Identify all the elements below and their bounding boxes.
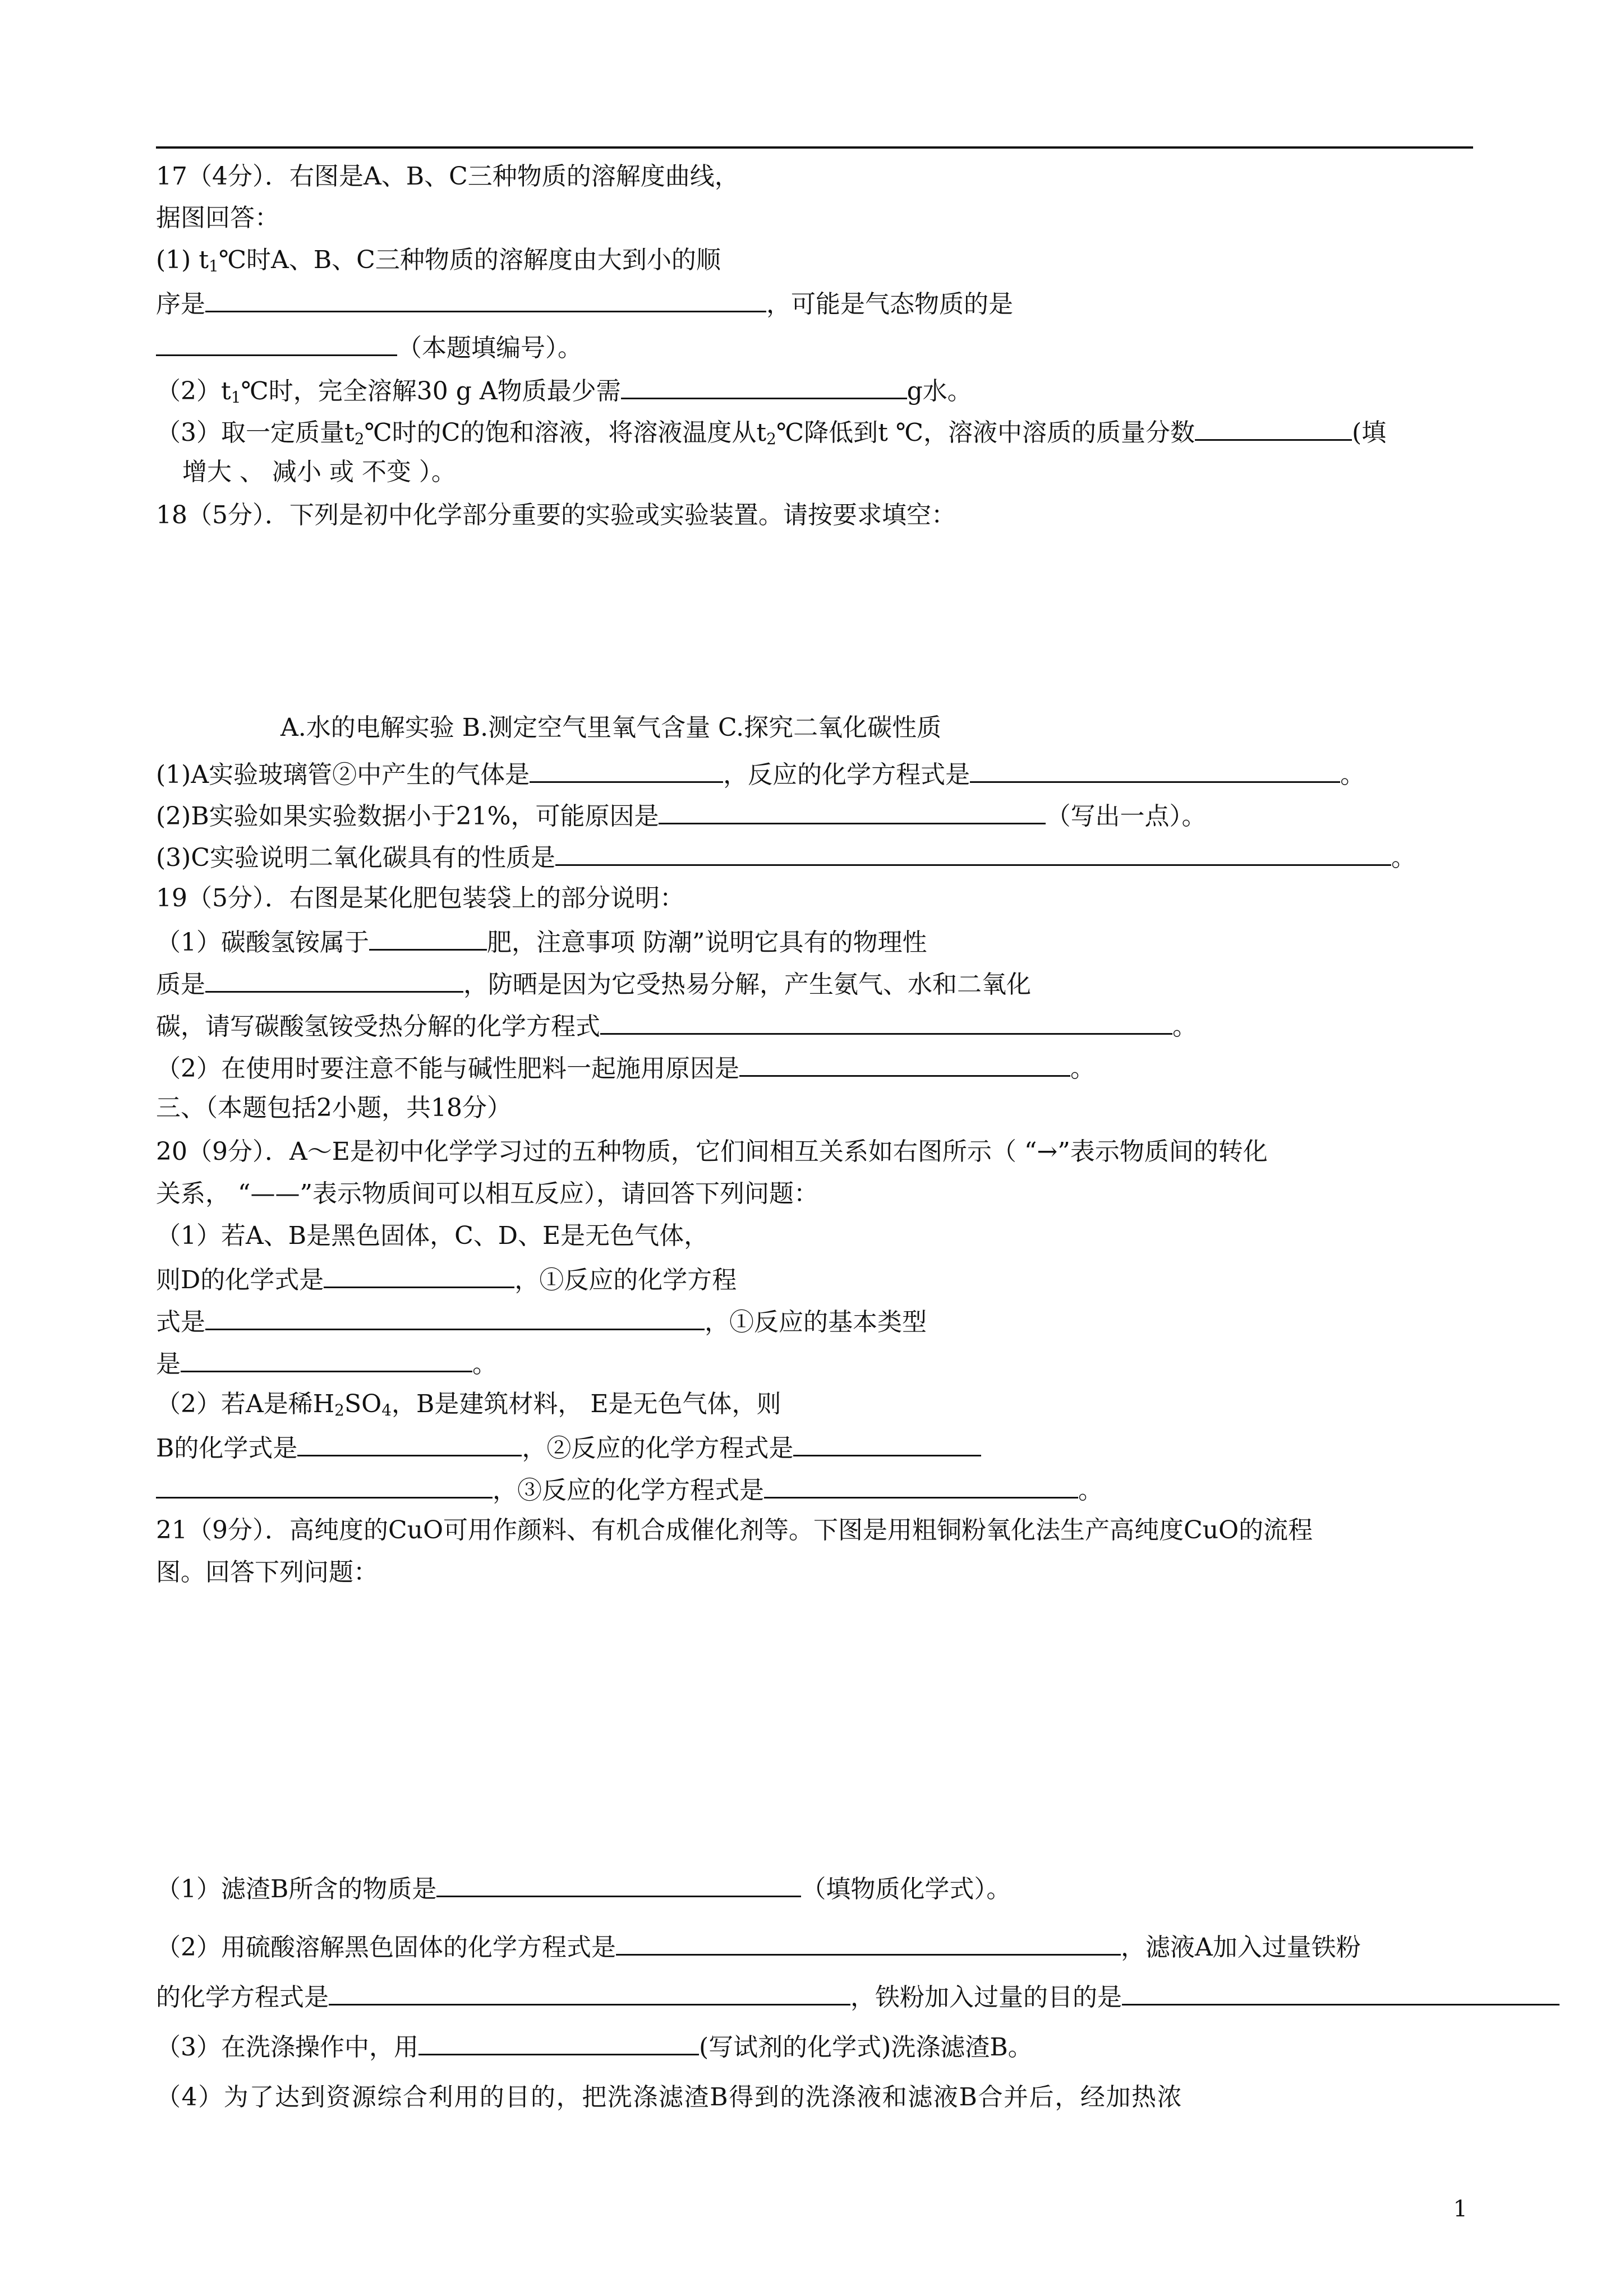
q20-title-cont: 关系， “——”表示物质间可以相互反应），请回答下列问题：	[156, 1179, 818, 1208]
answer-blank[interactable]	[436, 1872, 801, 1897]
q20-part2-line2: B的化学式是 ，②反应的化学方程式是	[156, 1431, 981, 1464]
q18-part2: (2)B实验如果实验数据小于21%，可能原因是 （写出一点）。	[156, 799, 1206, 832]
answer-blank[interactable]	[156, 1473, 493, 1499]
q18-part1: (1)A实验玻璃管②中产生的气体是 ，反应的化学方程式是 。	[156, 758, 1365, 790]
q20-part1-line3: 式是 ，①反应的基本类型	[156, 1305, 927, 1338]
q19-part1-line3: 碳，请写碳酸氢铵受热分解的化学方程式 。	[156, 1009, 1197, 1042]
answer-blank[interactable]	[616, 1930, 1121, 1956]
q20-part1-line1: （1）若A、B是黑色固体，C、D、E是无色气体，	[156, 1221, 709, 1250]
q21-part2-line2: 的化学方程式是 ，铁粉加入过量的目的是	[156, 1980, 1559, 2013]
q20-part1-line4: 是 。	[156, 1347, 497, 1380]
q17-title: 17（4分）．右图是A、B、C三种物质的溶解度曲线，	[156, 162, 739, 191]
answer-blank[interactable]	[181, 1347, 472, 1372]
q17-part1-line1: (1) $t_1℃$时A、B、C三种物质的溶解度由大到小的顺	[156, 246, 721, 275]
answer-blank[interactable]	[659, 799, 1046, 824]
answer-blank[interactable]	[530, 758, 723, 783]
answer-blank[interactable]	[739, 1052, 1070, 1077]
answer-blank[interactable]	[970, 758, 1340, 783]
q20-part2-line3: ，③反应的化学方程式是 。	[156, 1473, 1103, 1506]
answer-blank[interactable]	[418, 2030, 699, 2055]
answer-blank[interactable]	[324, 1263, 514, 1288]
q21-part4: （4）为了达到资源综合利用的目的，把洗涤滤渣B得到的洗涤液和滤液B合并后，经加热浓	[156, 2083, 1183, 2111]
q19-part1-line2: 质是 ，防晒是因为它受热易分解，产生氨气、水和二氧化	[156, 967, 1031, 1000]
q21-title-cont: 图。回答下列问题：	[156, 1558, 378, 1587]
q18-part3: (3)C实验说明二氧化碳具有的性质是 。	[156, 841, 1416, 873]
answer-blank[interactable]	[621, 374, 907, 399]
answer-blank[interactable]	[329, 1980, 850, 2005]
q21-part2-line1: （2）用硫酸溶解黑色固体的化学方程式是 ，滤液A加入过量铁粉	[156, 1930, 1361, 1963]
q17-intro: 据图回答：	[156, 204, 279, 232]
page-number: 1	[1453, 2196, 1467, 2222]
answer-blank[interactable]	[555, 841, 1391, 866]
answer-blank[interactable]	[764, 1473, 1078, 1499]
q17-part1-line2: 序是 ，可能是气态物质的是	[156, 287, 1013, 320]
answer-blank[interactable]	[205, 1305, 705, 1330]
q19-part1-line1: （1）碳酸氢铵属于 肥，注意事项 防潮”说明它具有的物理性	[156, 925, 927, 958]
answer-blank[interactable]	[793, 1431, 981, 1456]
q19-part2: （2）在使用时要注意不能与碱性肥料一起施用原因是 。	[156, 1052, 1095, 1084]
q17-part2: $(2)t_1℃$时，完全溶解30 g A物质最少需 g水。	[156, 374, 972, 407]
q20-part2-line1: （2）若A是稀$H_2SO_4$，B是建筑材料， E是无色气体，则	[156, 1390, 781, 1419]
answer-blank[interactable]	[156, 331, 397, 356]
q17-part3-line2: 增大 、 减小 或 不变 ）。	[182, 458, 456, 486]
q21-part3: （3）在洗涤操作中，用 (写试剂的化学式)洗涤滤渣B。	[156, 2030, 1033, 2063]
q21-title: 21（9分）．高纯度的CuO可用作颜料、有机合成催化剂等。下图是用粗铜粉氧化法生产高纯度CuO的流程	[156, 1516, 1313, 1545]
q18-title: 18（5分）．下列是初中化学部分重要的实验或实验装置。请按要求填空：	[156, 501, 956, 529]
q17-part3-line1: （3）取一定质量$t_2℃$时的C的饱和溶液，将溶液温度从$t_2℃$降低到t ℃，溶液中溶质的质量分数 (填	[156, 416, 1386, 448]
answer-blank[interactable]	[205, 287, 766, 312]
q18-experiment-captions: A.水的电解实验 B.测定空气里氧气含量 C.探究二氧化碳性质	[280, 713, 942, 742]
answer-blank[interactable]	[369, 925, 487, 951]
section-3-heading: 三、（本题包括2小题，共18分）	[156, 1094, 512, 1122]
answer-blank[interactable]	[1122, 1980, 1559, 2005]
answer-blank[interactable]	[1195, 416, 1352, 441]
q17-part1-line3: （本题填编号）。	[156, 331, 582, 363]
header-rule	[156, 146, 1473, 149]
answer-blank[interactable]	[205, 967, 463, 993]
q19-title: 19（5分）．右图是某化肥包装袋上的部分说明：	[156, 884, 684, 912]
answer-blank[interactable]	[600, 1009, 1172, 1035]
q20-title: 20（9分）．A～E是初中化学学习过的五种物质，它们间相互关系如右图所示（ “→”表示物质间的转化	[156, 1137, 1268, 1166]
answer-blank[interactable]	[297, 1431, 522, 1456]
q20-part1-line2: 则D的化学式是 ，①反应的化学方程	[156, 1263, 737, 1295]
q21-part1: （1）滤渣B所含的物质是 （填物质化学式）。	[156, 1872, 1011, 1905]
